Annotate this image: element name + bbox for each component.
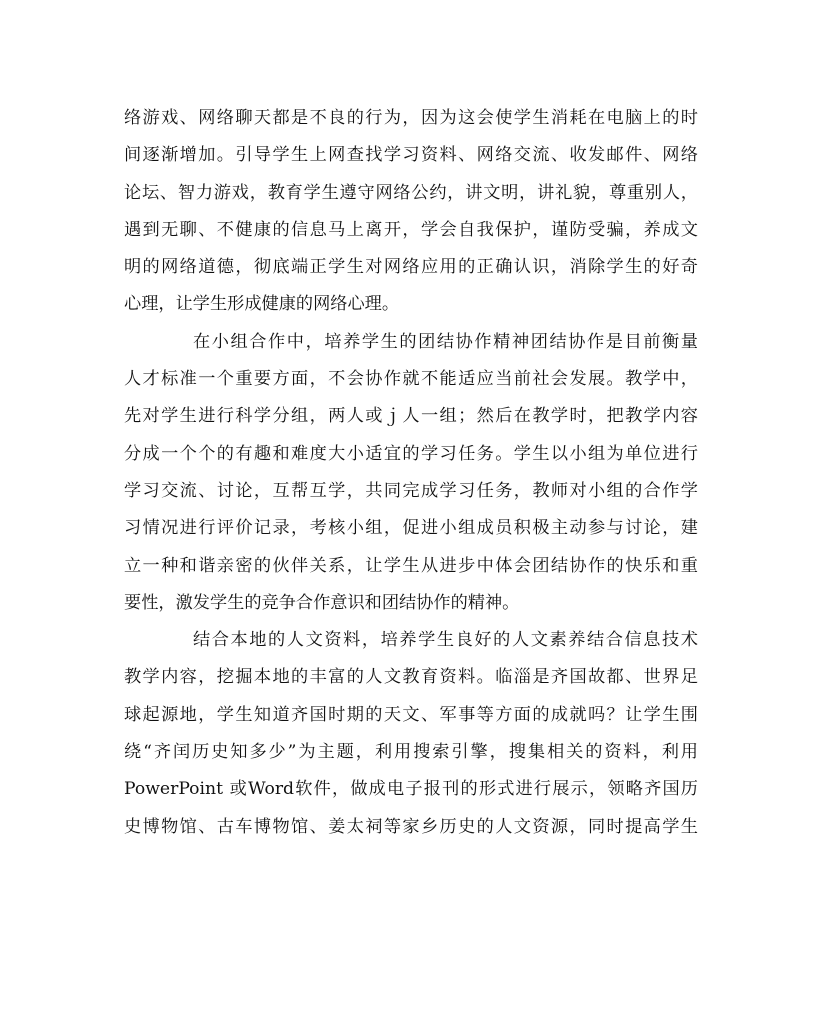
text-line: 分成一个个的有趣和难度大小适宜的学习任务。学生以小组为单位进行 [124,443,698,464]
text-line: 习情况进行评价记录，考核小组，促进小组成员积极主动参与讨论，建 [124,518,698,539]
text-line: 球起源地，学生知道齐国时期的天文、军事等方面的成就吗？让学生围 [124,704,698,725]
paragraph-first-line: 结合本地的人文资料，培养学生良好的人文素养结合信息技术 [193,630,698,651]
text-line: 要性，激发学生的竞争合作意识和团结协作的精神。 [124,592,520,613]
text-line: 遇到无聊、不健康的信息马上离开，学会自我保护，谨防受骗，养成文 [124,219,698,240]
text-line: 论坛、智力游戏，教育学生遵守网络公约，讲文明，讲礼貌，尊重别人， [124,182,698,203]
text-line: 心理，让学生形成健康的网络心理。 [124,294,400,315]
text-line: 先对学生进行科学分组，两人或ｊ人一组；然后在教学时，把教学内容 [124,406,698,427]
text-line: 间逐渐增加。引导学生上网查找学习资料、网络交流、收发邮件、网络 [124,145,698,166]
document-body-text [124,100,698,846]
paragraph-first-line: 在小组合作中，培养学生的团结协作精神团结协作是目前衡量 [193,331,698,352]
text-line: 立一种和谐亲密的伙伴关系，让学生从进步中体会团结协作的快乐和重 [124,555,698,576]
text-line: 明的网络道德，彻底端正学生对网络应用的正确认识，消除学生的好奇 [124,257,698,278]
text-line: 史博物馆、古车博物馆、姜太祠等家乡历史的人文资源，同时提高学生 [124,816,698,837]
text-line: 绕“齐闰历史知多少”为主题，利用搜索引擎，搜集相关的资料，利用 [124,742,698,763]
text-line: PowerPoint 或Word软件，做成电子报刊的形式进行展示，领略齐国历 [124,779,698,800]
text-line: 人才标准一个重要方面，不会协作就不能适应当前社会发展。教学中， [124,369,698,390]
text-line: 络游戏、网络聊天都是不良的行为，因为这会使学生消耗在电脑上的时 [124,108,698,128]
text-line: 教学内容，挖掘本地的丰富的人文教育资料。临淄是齐国故都、世界足 [124,667,698,688]
text-line: 学习交流、讨论，互帮互学，共同完成学习任务，教师对小组的合作学 [124,480,698,501]
